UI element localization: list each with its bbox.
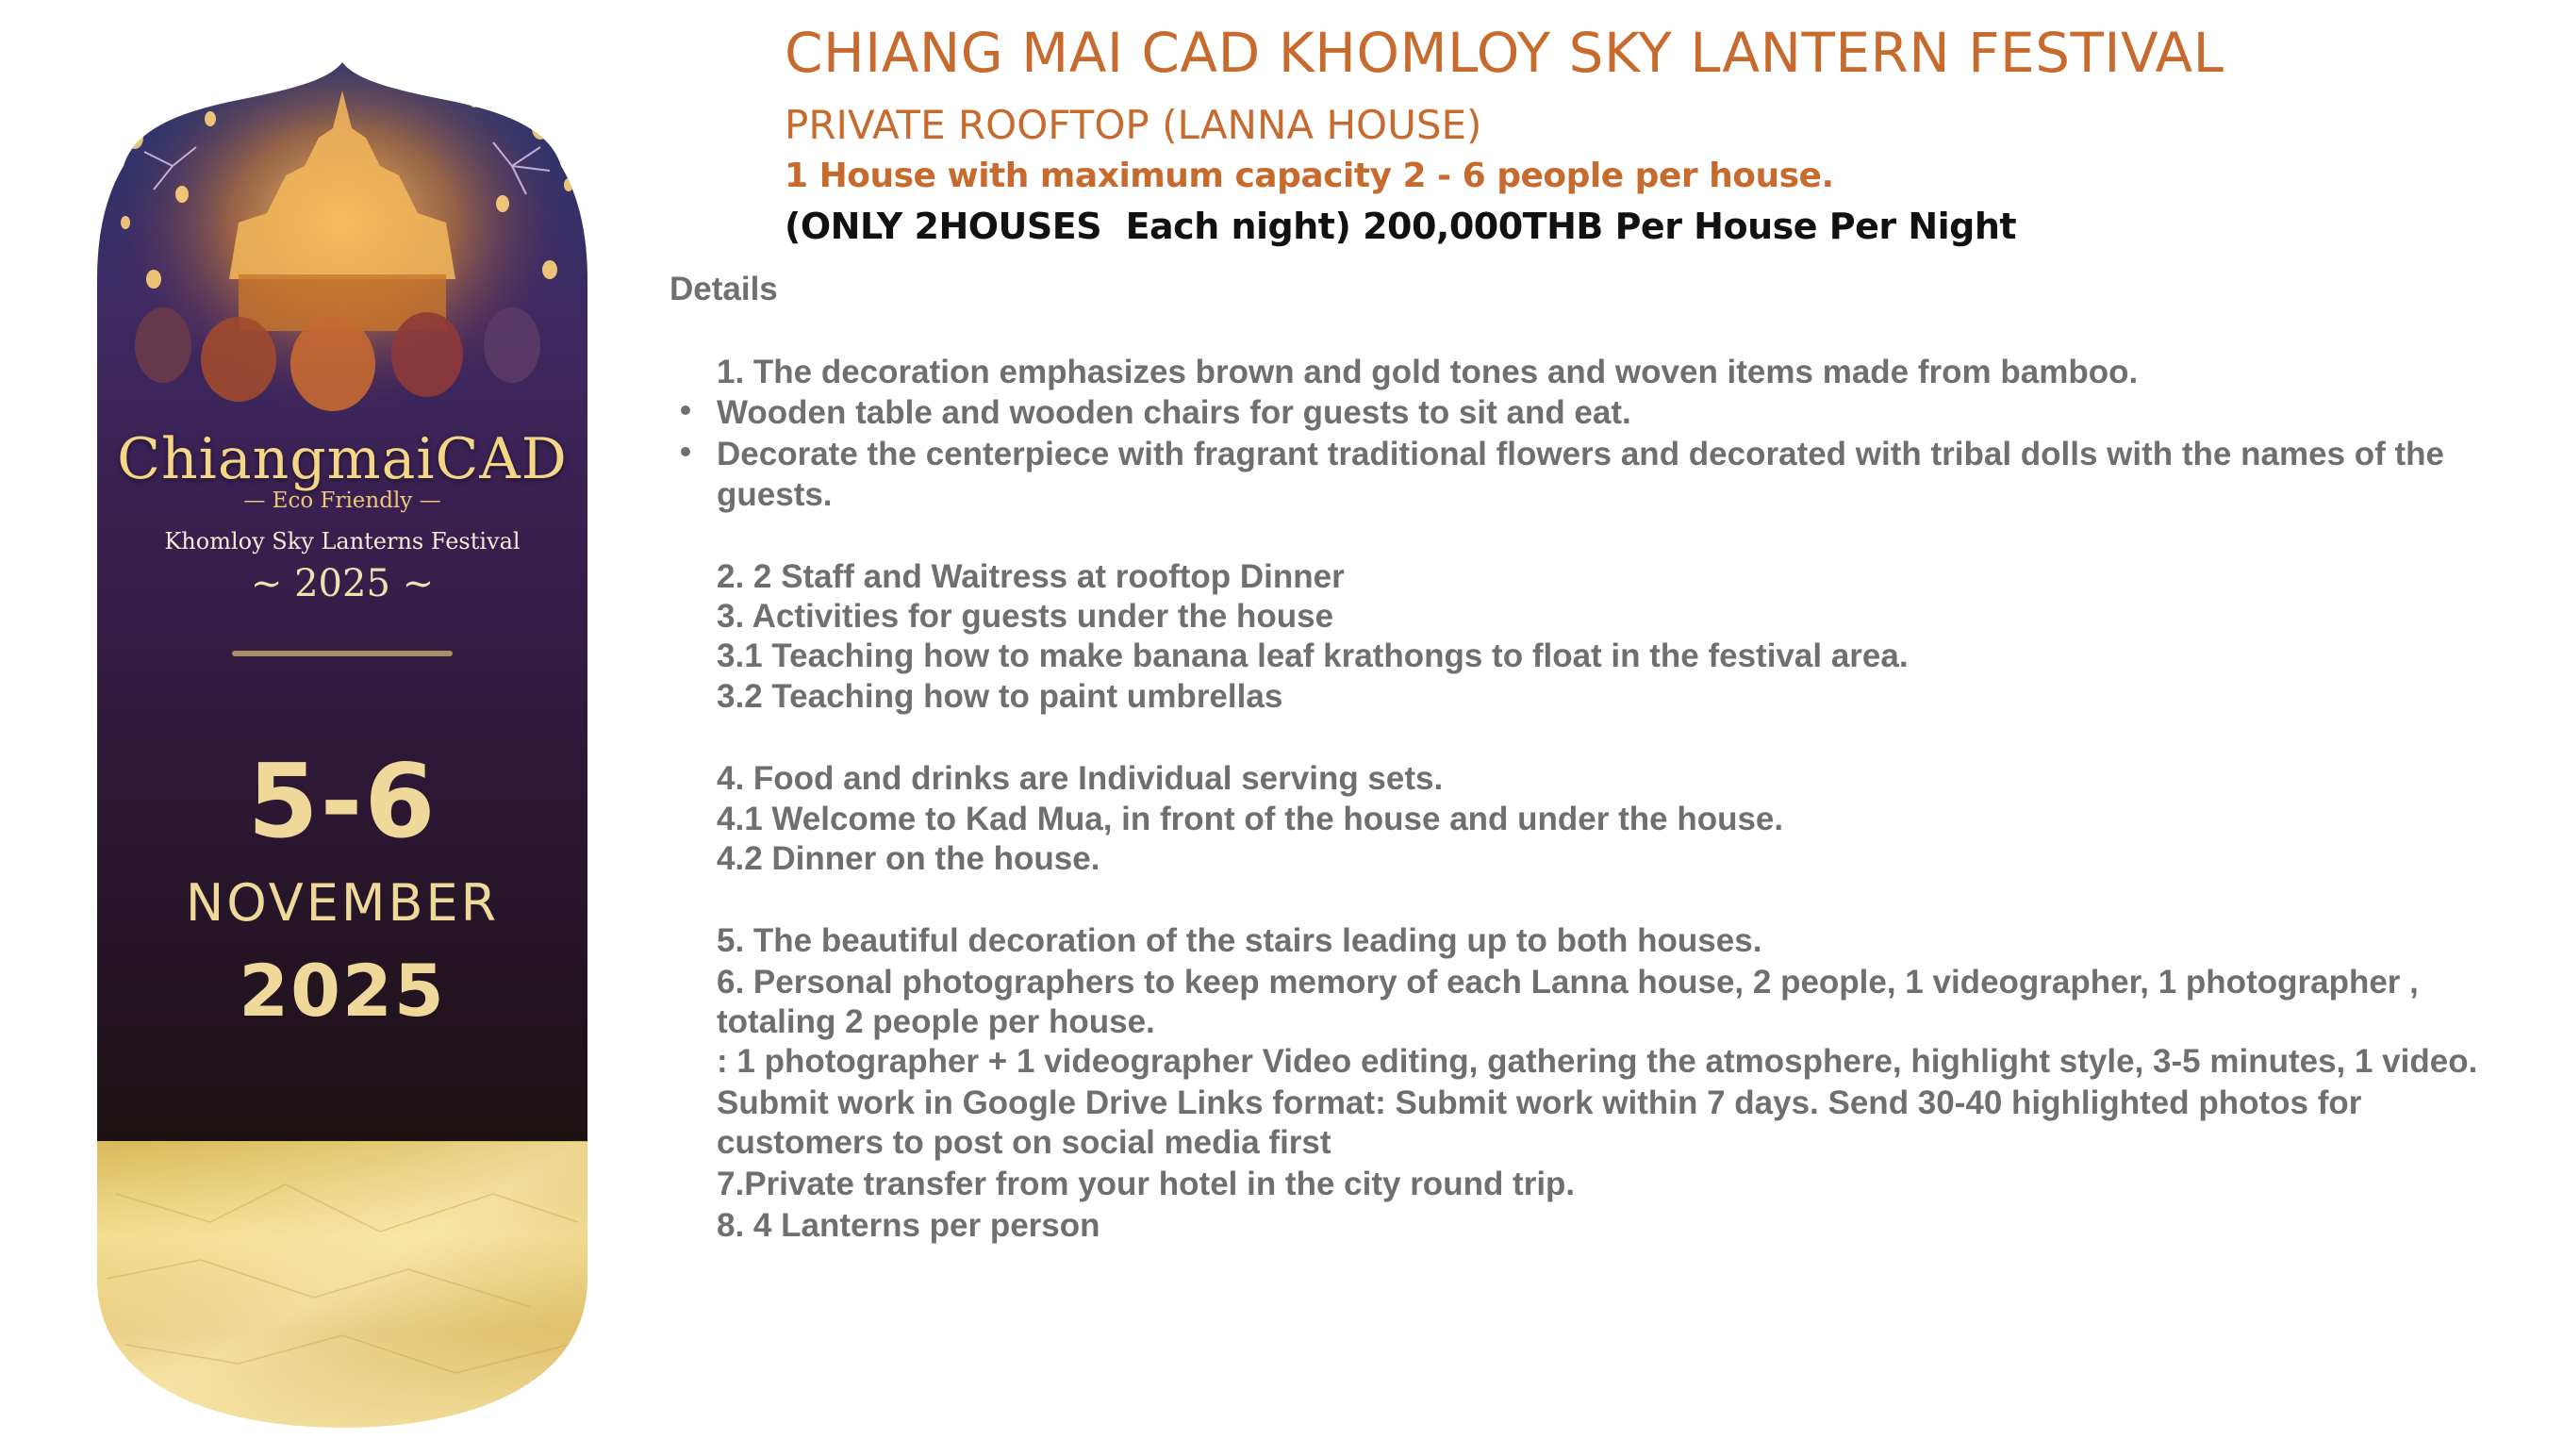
banner-brand-logo: ChiangmaiCAD xyxy=(117,426,568,492)
banner-date-range: 5-6 xyxy=(247,743,438,861)
page-title: CHIANG MAI CAD KHOMLOY SKY LANTERN FESTIVAL xyxy=(785,21,2224,85)
detail-line: customers to post on social media first xyxy=(717,1124,1331,1161)
detail-line: 8. 4 Lanterns per person xyxy=(717,1207,1100,1244)
detail-line: 4. Food and drinks are Individual serving sets. xyxy=(717,760,1444,797)
capacity-text: 1 House with maximum capacity 2 - 6 people per house. xyxy=(785,157,1834,195)
detail-line: 3. Activities for guests under the house xyxy=(717,598,1334,635)
banner-eco-friendly: — Eco Friendly — xyxy=(243,488,441,513)
detail-line: 7.Private transfer from your hotel in the city round trip. xyxy=(717,1166,1576,1202)
banner-year: ~ 2025 ~ xyxy=(250,562,435,605)
detail-line: 3.1 Teaching how to make banana leaf krathongs to float in the festival area. xyxy=(717,637,1909,674)
banner-festival-name: Khomloy Sky Lanterns Festival xyxy=(164,528,521,554)
detail-line: Submit work in Google Drive Links format: Submit work within 7 days. Send 30-40 highlighted photos for xyxy=(717,1084,2362,1121)
detail-line: 6. Personal photographers to keep memory of each Lanna house, 2 people, 1 videographer, 1 photographer , xyxy=(717,964,2419,1001)
bullet-dot xyxy=(681,447,690,456)
detail-line: guests. xyxy=(717,476,833,513)
detail-line: Decorate the centerpiece with fragrant traditional flowers and decorated with tribal dolls with the names of the xyxy=(717,436,2444,472)
detail-line: 4.2 Dinner on the house. xyxy=(717,840,1100,877)
detail-line: 2. 2 Staff and Waitress at rooftop Dinner xyxy=(717,558,1345,595)
detail-line: 1. The decoration emphasizes brown and gold tones and woven items made from bamboo. xyxy=(717,354,2139,390)
page-subtitle: PRIVATE ROOFTOP (LANNA HOUSE) xyxy=(785,102,1482,148)
detail-line: : 1 photographer + 1 videographer Video editing, gathering the atmosphere, highlight style, 3-5 minutes, 1 video. xyxy=(717,1043,2478,1080)
banner-date-year: 2025 xyxy=(239,949,446,1033)
bullet-dot xyxy=(681,405,690,415)
price-text: (ONLY 2HOUSES Each night) 200,000THB Per House Per Night xyxy=(785,206,2017,247)
detail-line: totaling 2 people per house. xyxy=(717,1003,1155,1040)
detail-line: 5. The beautiful decoration of the stairs leading up to both houses. xyxy=(717,922,1762,959)
detail-line: 4.1 Welcome to Kad Mua, in front of the house and under the house. xyxy=(717,801,1784,837)
detail-line: 3.2 Teaching how to paint umbrellas xyxy=(717,678,1283,715)
festival-banner xyxy=(97,62,587,1428)
detail-line: Wooden table and wooden chairs for guests to sit and eat. xyxy=(717,394,1631,431)
details-heading: Details xyxy=(670,271,778,307)
banner-month: NOVEMBER xyxy=(185,873,500,933)
